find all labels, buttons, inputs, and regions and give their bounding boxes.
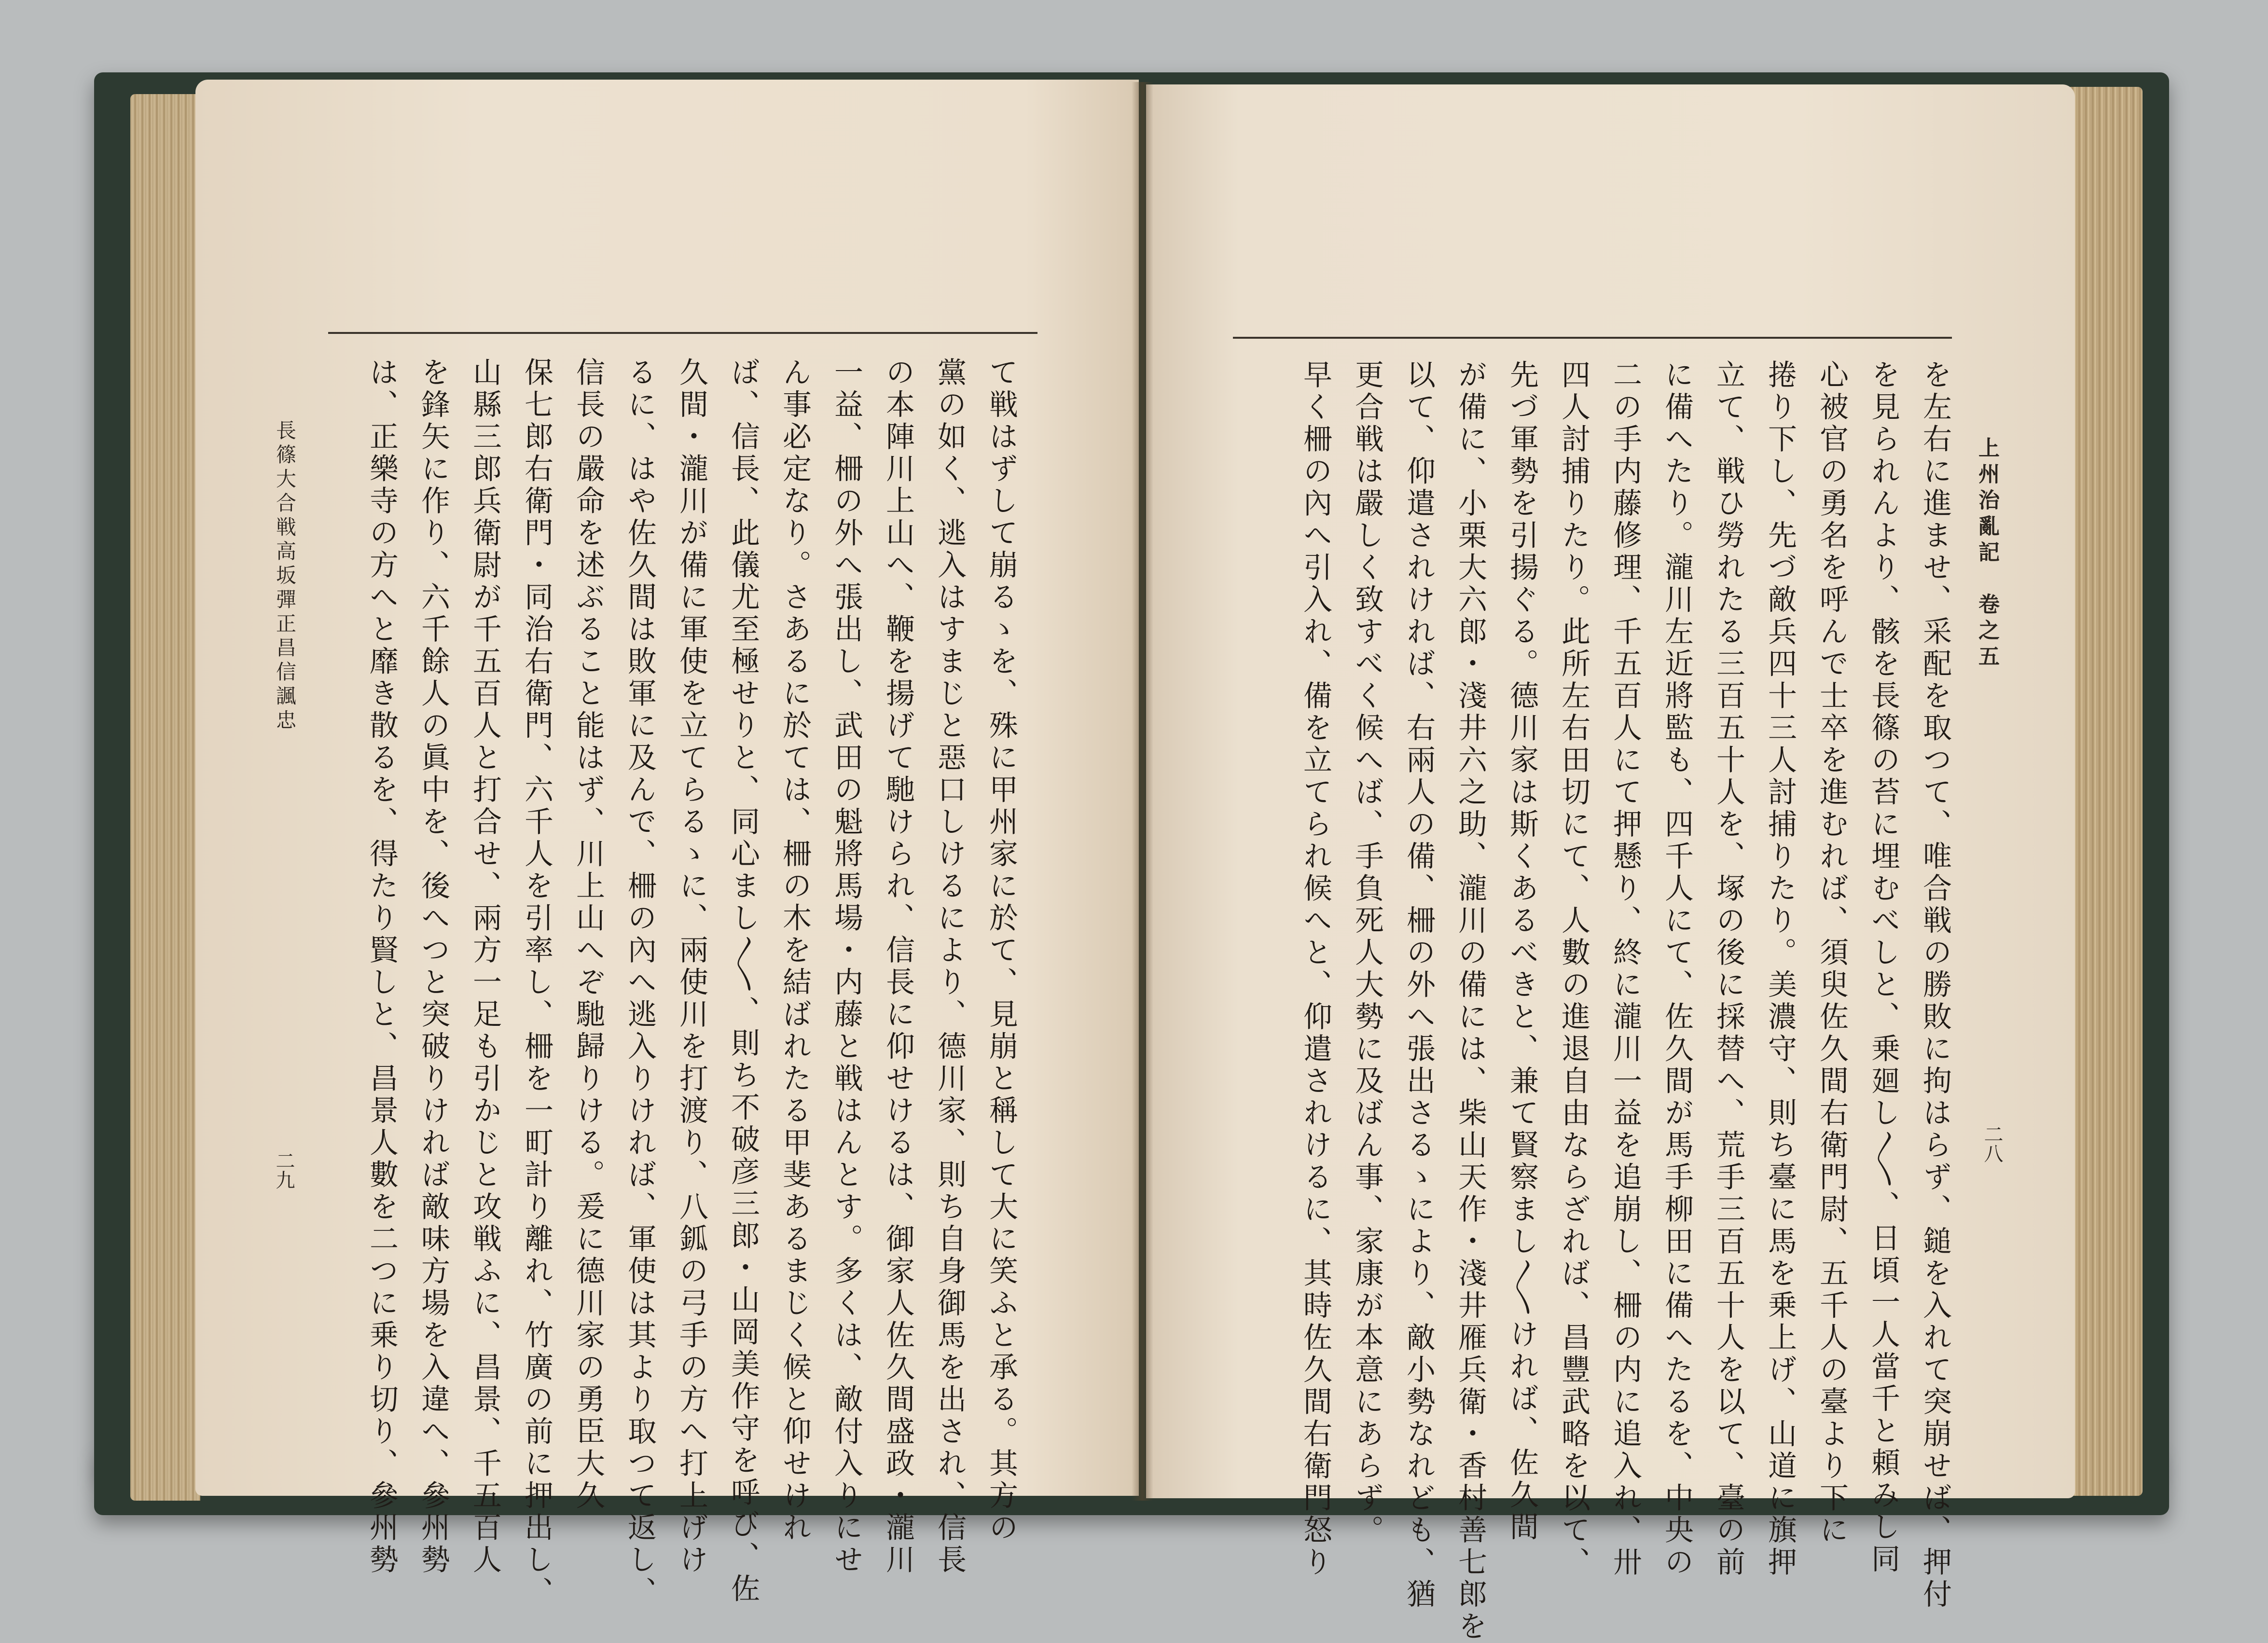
right-column-3: 心被官の勇名を呼んで士卒を進むれば、須臾佐久間右衛門尉、五千人の臺より下に xyxy=(1815,359,1849,1547)
left-folio: 二九 xyxy=(273,1151,295,1189)
left-column-12: を鋒矢に作り、六千餘人の眞中を、後へつと突破りければ敵味方場を入違へ、參州勢 xyxy=(416,357,450,1576)
right-column-12: 更合戦は嚴しく致すべく候へば、手負死人大勢に及ばん事、家康が本意にあらず。 xyxy=(1350,359,1384,1547)
left-column-4: 一益、柵の外へ張出し、武田の魁將馬場・内藤と戦はんとす。多くは、敵付入りにせ xyxy=(830,357,863,1576)
book-gutter xyxy=(1132,82,1153,1501)
left-column-11: 山縣三郎兵衛尉が千五百人と打合せ、兩方一足も引かじと攻戦ふに、昌景、千五百人 xyxy=(468,357,502,1576)
left-column-13: は、正樂寺の方へと靡き散るを、得たり賢しと、昌景人數を二つに乗り切り、參州勢 xyxy=(365,357,399,1576)
right-column-1: を左右に進ませ、采配を取つて、唯合戦の勝敗に拘はらず、鎚を入れて突崩せば、押付 xyxy=(1918,359,1952,1611)
right-column-7: 二の手内藤修理、千五百人にて押懸り、終に瀧川一益を追崩し、柵の内に追入れ、卅 xyxy=(1608,359,1642,1579)
left-column-6: ば、信長、此儀尤至極せりと、同心まし〳〵、則ち不破彦三郎・山岡美作守を呼び、佐 xyxy=(726,357,760,1605)
right-column-6: に備へたり。瀧川左近將監も、四千人にて、佐久間が馬手柳田に備へたるを、中央の xyxy=(1660,359,1694,1579)
right-column-4: 捲り下し、先づ敵兵四十三人討捕りたり。美濃守、則ち臺に馬を乗上げ、山道に旗押 xyxy=(1763,359,1797,1579)
left-column-10: 保七郎右衛門・同治右衛門、六千人を引率し、柵を一町計り離れ、竹廣の前に押出し、 xyxy=(520,357,553,1609)
left-column-1: て戦はずして崩るゝを、殊に甲州家に於て、見崩と稱して大に笑ふと承る。其方の xyxy=(984,357,1018,1545)
right-column-8: 四人討捕りたり。此所左右田切にて、人數の進退自由ならざれば、昌豐武略を以て、 xyxy=(1557,359,1590,1579)
marginal-note: 長篠大合戦高坂彈正昌信諷忠 xyxy=(273,420,297,733)
left-page-rule xyxy=(328,332,1037,334)
left-column-9: 信長の嚴命を述ぶること能はず、川上山へぞ馳歸りける。爰に德川家の勇臣大久 xyxy=(571,357,605,1512)
right-column-9: 先づ軍勢を引揚ぐる。德川家は斯くあるべきと、兼て賢察まし〳〵ければ、佐久間 xyxy=(1505,359,1539,1544)
left-column-5: ん事必定なり。さあるに於ては、柵の木を結ばれたる甲斐あるまじく候と仰せけれ xyxy=(778,357,812,1545)
right-column-5: 立て、戦ひ勞れたる三百五十人を、塚の後に採替へ、荒手三百五十人を以て、臺の前 xyxy=(1712,359,1745,1579)
left-column-2: 黨の如く、逃入はすまじと惡口しけるにより、德川家、則ち自身御馬を出され、信長 xyxy=(933,357,967,1576)
left-column-3: の本陣川上山へ、鞭を揚げて馳けられ、信長に仰せけるは、御家人佐久間盛政・瀧川 xyxy=(881,357,915,1576)
right-page-edge xyxy=(2070,87,2143,1496)
left-column-8: るに、はや佐久間は敗軍に及んで、柵の內へ逃入りければ、軍使は其より取つて返し、 xyxy=(623,357,657,1609)
right-column-13: 早く柵の內へ引入れ、備を立てられ候へと、仰遣されけるに、其時佐久間右衛門怒り xyxy=(1299,359,1332,1579)
right-page-rule xyxy=(1233,337,1952,339)
right-column-2: を見られんより、骸を長篠の苔に埋むべしと、乗廻し〳〵、日頃一人當千と頼みし同 xyxy=(1867,359,1900,1576)
right-column-11: 以て、仰遣されければ、右兩人の備、柵の外へ張出さるゝにより、敵小勢なれども、猶 xyxy=(1402,359,1436,1611)
right-column-10: が備に、小栗大六郎・淺井六之助、瀧川の備には、柴山天作・淺井雁兵衛・香村善七郎を xyxy=(1453,359,1487,1643)
running-head: 上州治亂記 卷之五 xyxy=(1975,437,1999,671)
left-page-edge xyxy=(130,94,200,1501)
right-folio: 二八 xyxy=(1981,1124,2003,1163)
left-column-7: 久間・瀧川が備に軍使を立てらるゝに、兩使川を打渡り、八鈲の弓手の方へ打上げけ xyxy=(675,357,708,1576)
